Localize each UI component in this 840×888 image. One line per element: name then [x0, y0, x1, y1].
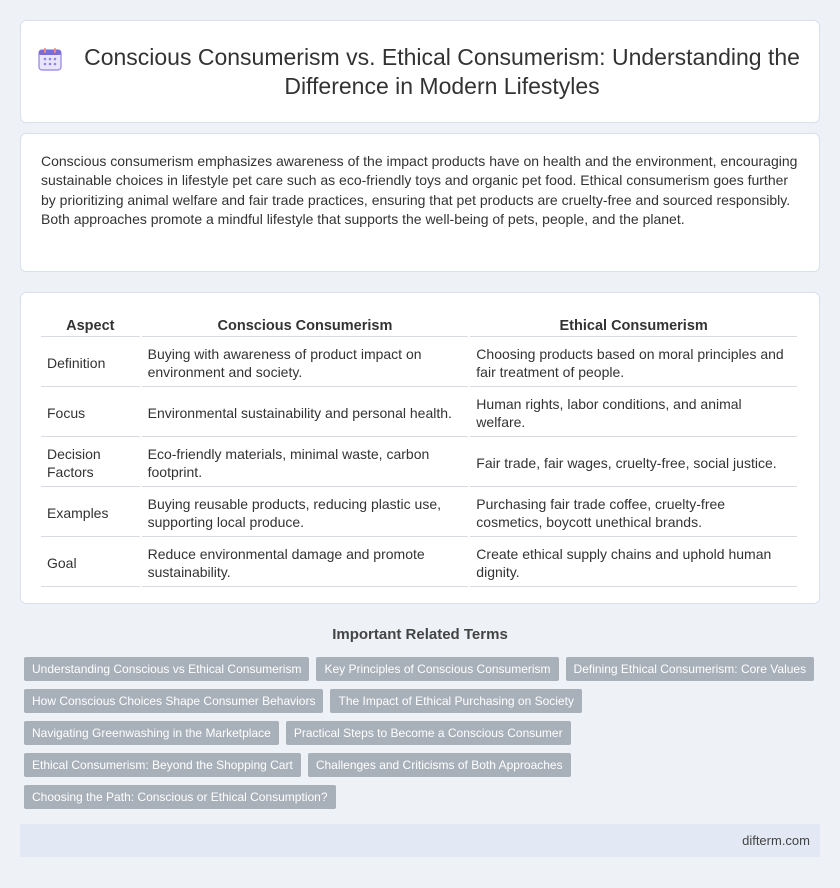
related-terms-title: Important Related Terms [332, 626, 508, 643]
table-row [41, 539, 797, 587]
row-aspect: Examples [41, 489, 140, 537]
header-aspect: Aspect [41, 315, 140, 337]
tag-row [24, 753, 824, 785]
row-conscious: Buying reusable products, reducing plastic use, supporting local produce. [142, 489, 469, 537]
row-ethical: Choosing products based on moral principles and fair treatment of people. [470, 339, 797, 387]
header-conscious: Conscious Consumerism [142, 315, 469, 337]
row-aspect: Decision Factors [41, 439, 140, 487]
related-terms-tags [24, 657, 824, 817]
footer-site-name: difterm.com [742, 833, 810, 848]
row-aspect: Definition [41, 339, 140, 387]
header-ethical: Ethical Consumerism [470, 315, 797, 337]
page-title: Conscious Consumerism vs. Ethical Consumerism: Understanding the Difference in Modern Lifestyles [84, 43, 800, 99]
row-aspect: Focus [41, 389, 140, 437]
table-header-row [41, 315, 797, 337]
related-term-link[interactable]: Defining Ethical Consumerism: Core Values [566, 657, 815, 681]
row-conscious: Buying with awareness of product impact on environment and society. [142, 339, 469, 387]
intro-paragraph: Conscious consumerism emphasizes awareness of the impact products have on health and the environment, encouraging sustainable choices in lifestyle pet care such as eco-friendly toys and organic pet food. Ethical consumerism goes further by prioritizing animal welfare and fair trade practices, ensuring that pet products are cruelty-free and sourced responsibly. Both approaches promote a mindful lifestyle that supports the well-being of pets, people, and the planet. [41, 153, 798, 227]
comparison-table [39, 313, 799, 589]
table-row [41, 489, 797, 537]
related-term-link[interactable]: Ethical Consumerism: Beyond the Shopping Cart [24, 753, 301, 777]
row-conscious: Reduce environmental damage and promote sustainability. [142, 539, 469, 587]
related-term-link[interactable]: Navigating Greenwashing in the Marketplace [24, 721, 279, 745]
row-ethical: Create ethical supply chains and uphold human dignity. [470, 539, 797, 587]
related-term-link[interactable]: Understanding Conscious vs Ethical Consumerism [24, 657, 309, 681]
row-aspect: Goal [41, 539, 140, 587]
related-term-link[interactable]: Challenges and Criticisms of Both Approaches [308, 753, 571, 777]
header-card [20, 20, 820, 123]
related-term-link[interactable]: Choosing the Path: Conscious or Ethical Consumption? [24, 785, 336, 809]
calendar-icon [37, 46, 63, 72]
row-conscious: Environmental sustainability and personal health. [142, 389, 469, 437]
row-ethical: Fair trade, fair wages, cruelty-free, social justice. [470, 439, 797, 487]
tag-row [24, 657, 824, 689]
table-row [41, 439, 797, 487]
row-ethical: Purchasing fair trade coffee, cruelty-free cosmetics, boycott unethical brands. [470, 489, 797, 537]
footer [20, 824, 820, 857]
related-term-link[interactable]: The Impact of Ethical Purchasing on Society [330, 689, 581, 713]
comparison-table-card [20, 292, 820, 604]
related-term-link[interactable]: Practical Steps to Become a Conscious Consumer [286, 721, 571, 745]
tag-row [24, 785, 824, 817]
row-conscious: Eco-friendly materials, minimal waste, carbon footprint. [142, 439, 469, 487]
related-term-link[interactable]: How Conscious Choices Shape Consumer Behaviors [24, 689, 323, 713]
table-row [41, 389, 797, 437]
intro-card [20, 133, 820, 272]
tag-row [24, 689, 824, 721]
table-row [41, 339, 797, 387]
tag-row [24, 721, 824, 753]
row-ethical: Human rights, labor conditions, and animal welfare. [470, 389, 797, 437]
related-term-link[interactable]: Key Principles of Conscious Consumerism [316, 657, 558, 681]
